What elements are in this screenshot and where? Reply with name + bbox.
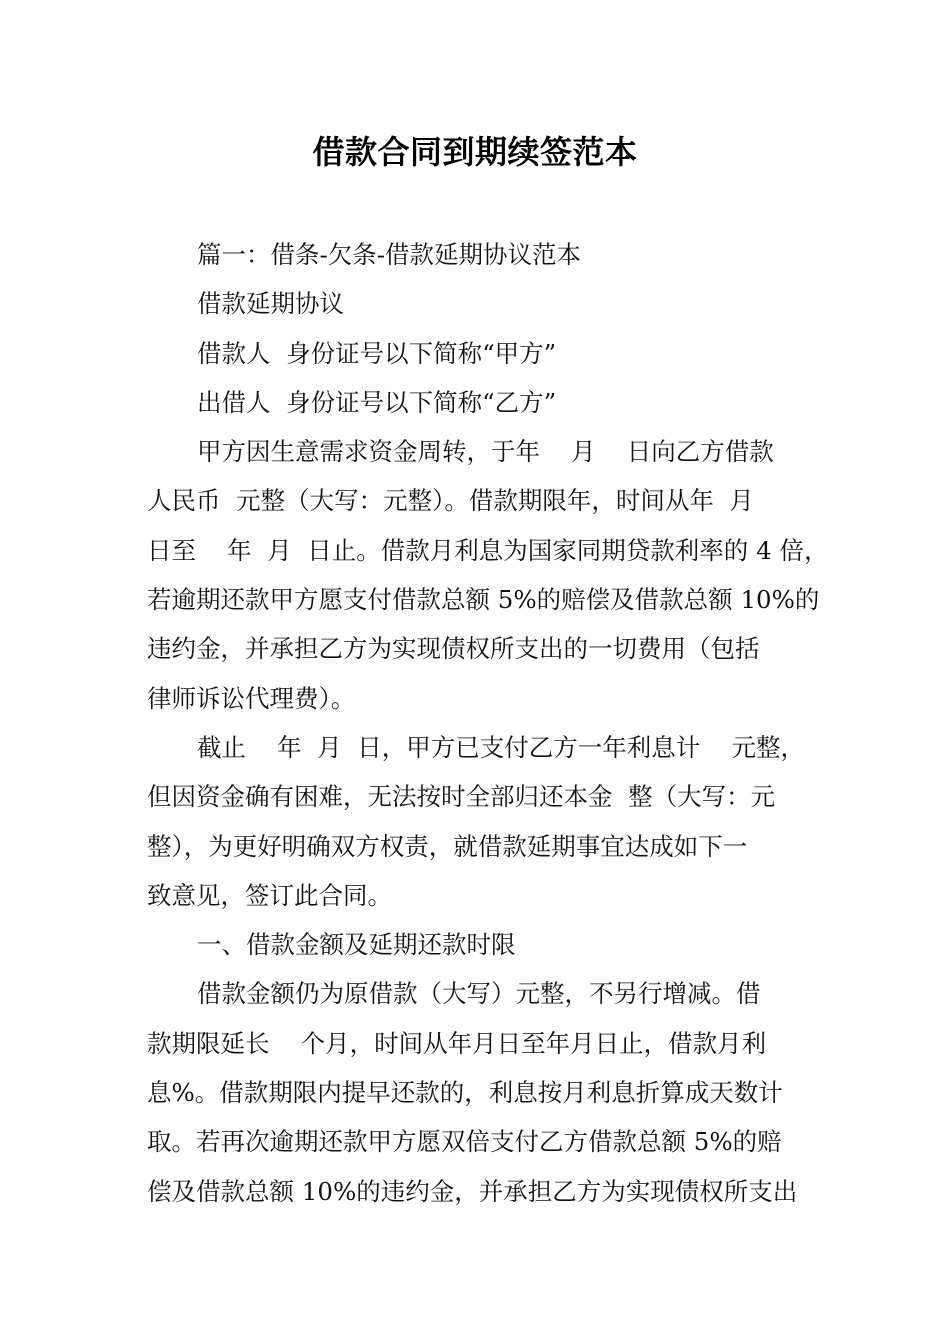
text-line: 借款人 身份证号以下简称“甲方” (197, 338, 557, 368)
document-body (147, 230, 827, 1216)
text-line: 借款金额仍为原借款（大写）元整，不另行增减。借 (197, 979, 761, 1009)
text-line: 息%。借款期限内提早还款的，利息按月利息折算成天数计 (147, 1078, 783, 1108)
text-line: 偿及借款总额 10%的违约金，并承担乙方为实现债权所支出 (147, 1176, 798, 1206)
text-line: 取。若再次逾期还款甲方愿双倍支付乙方借款总额 5%的赔 (147, 1127, 782, 1157)
text-line: 篇一：借条-欠条-借款延期协议范本 (197, 240, 582, 269)
text-line: 截止 年 月 日，甲方已支付乙方一年利息计 元整， (197, 732, 805, 762)
section-heading: 一、借款金额及延期还款时限 (197, 930, 516, 960)
text-line: 整），为更好明确双方权责，就借款延期事宜达成如下一 (147, 831, 748, 861)
text-line: 甲方因生意需求资金周转，于年 月 日向乙方借款 (197, 437, 774, 467)
text-line: 款期限延长 个月，时间从年月日至年月日止，借款月利 (147, 1028, 767, 1058)
text-line: 致意见，签订此合同。 (147, 880, 392, 910)
document-title: 借款合同到期续签范本 (312, 133, 638, 171)
text-line: 借款延期协议 (197, 289, 344, 319)
text-line: 违约金，并承担乙方为实现债权所支出的一切费用（包括 (147, 634, 760, 664)
text-line: 日至 年 月 日止。借款月利息为国家同期贷款利率的 4 倍， (147, 535, 829, 565)
text-line: 若逾期还款甲方愿支付借款总额 5%的赔偿及借款总额 10%的 (147, 585, 820, 615)
text-line: 但因资金确有困难，无法按时全部归还本金 整（大写：元 (147, 782, 776, 812)
text-line: 律师诉讼代理费）。 (147, 683, 356, 713)
text-line: 出借人 身份证号以下简称“乙方” (197, 387, 557, 417)
text-line: 人民币 元整（大写：元整）。借款期限年，时间从年 月 (147, 486, 754, 516)
